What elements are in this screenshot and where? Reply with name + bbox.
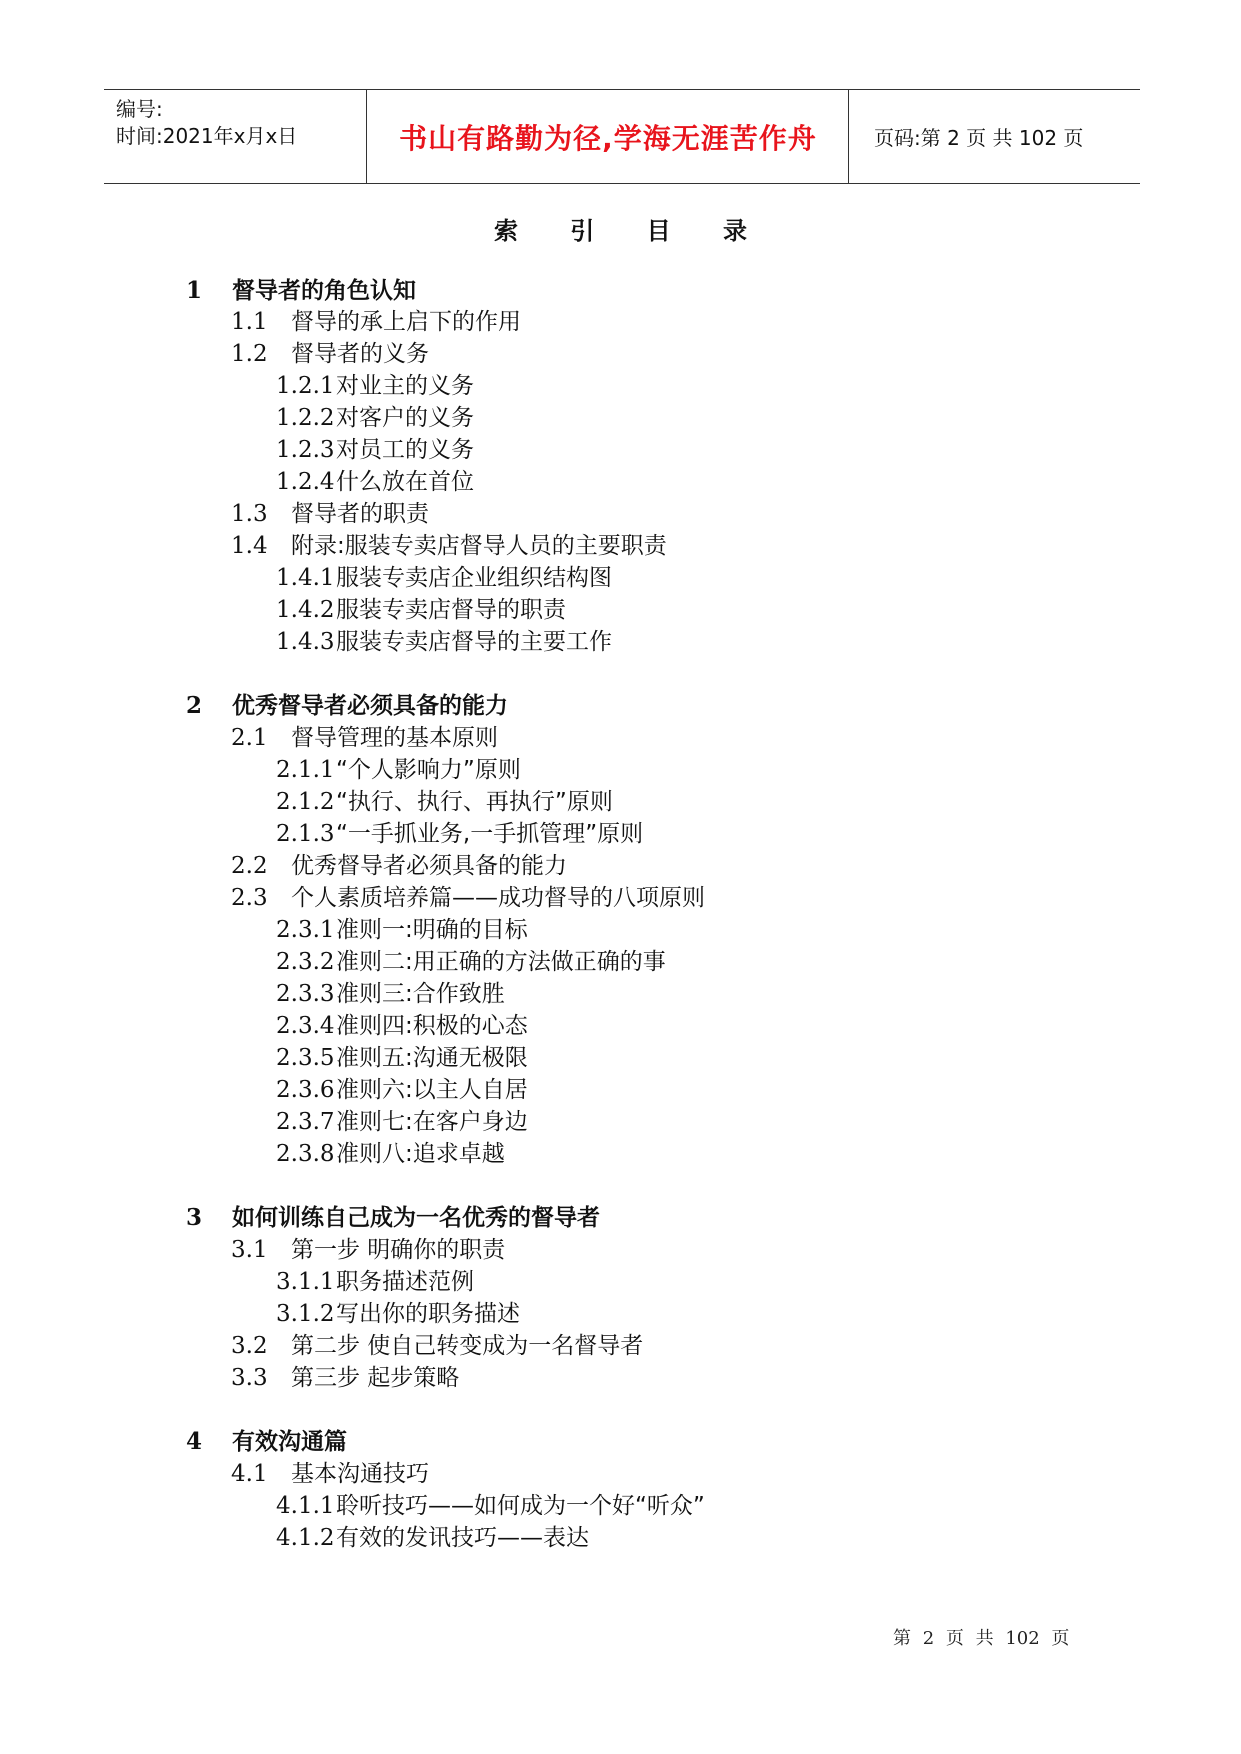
toc-entry-level-2[interactable] [231,724,498,752]
toc-entry-text: 什么放在首位 [336,469,474,495]
toc-entry-text: 督导的承上启下的作用 [291,309,521,335]
toc-entry-text: 准则六:以主人自居 [336,1077,528,1103]
toc-entry-number: 2.3.5 [276,1045,335,1071]
toc-entry-number: 1.4.2 [276,597,335,623]
toc-entry-text: 督导者的职责 [291,501,429,527]
toc-entry-number: 1.2.2 [276,405,335,431]
toc-entry-level-3[interactable] [276,1108,528,1136]
toc-entry-number: 1.4.1 [276,565,335,591]
toc-entry-number: 1.2.1 [276,373,335,399]
toc-entry-number: 3.3 [231,1365,268,1391]
toc-entry-number: 4.1.1 [276,1493,335,1519]
toc-entry-text: “执行、执行、再执行”原则 [336,789,613,815]
toc-entry-level-1[interactable] [186,277,416,305]
toc-entry-text: “一手抓业务,一手抓管理”原则 [336,821,644,847]
toc-entry-text: 准则四:积极的心态 [336,1013,528,1039]
toc-entry-text: 写出你的职务描述 [336,1301,520,1327]
toc-entry-level-3[interactable] [276,436,474,464]
toc-entry-number: 2.1.3 [276,821,335,847]
toc-entry-level-2[interactable] [231,1236,505,1264]
toc-entry-text: 优秀督导者必须具备的能力 [291,853,567,879]
toc-entry-level-2[interactable] [231,1364,459,1392]
toc-entry-level-3[interactable] [276,372,474,400]
toc-entry-number: 1.2.4 [276,469,335,495]
toc-entry-number: 1.2.3 [276,437,335,463]
toc-entry-level-1[interactable] [186,692,508,720]
toc-entry-level-2[interactable] [231,308,521,336]
toc-entry-level-3[interactable] [276,820,643,848]
toc-entry-level-3[interactable] [276,1140,505,1168]
toc-title: 索 引 目 录 [493,217,770,245]
toc-entry-number: 1 [186,277,203,304]
toc-entry-number: 3 [186,1204,203,1231]
toc-entry-text: 有效的发讯技巧——表达 [336,1525,589,1551]
toc-entry-text: 服装专卖店企业组织结构图 [336,565,612,591]
toc-entry-level-3[interactable] [276,404,474,432]
toc-entry-number: 3.1.1 [276,1269,335,1295]
toc-entry-number: 2.3 [231,885,268,911]
toc-entry-level-2[interactable] [231,340,429,368]
toc-entry-level-3[interactable] [276,1524,589,1552]
toc-entry-number: 3.2 [231,1333,268,1359]
toc-entry-number: 2.3.8 [276,1141,335,1167]
toc-entry-level-2[interactable] [231,852,567,880]
header-motto-cell [368,90,849,183]
document-time-label: 时间:2021年x月x日 [116,124,298,148]
header-page-cell [850,90,1140,183]
toc-entry-text: 准则五:沟通无极限 [336,1045,528,1071]
toc-entry-number: 2.3.2 [276,949,335,975]
toc-entry-text: 第一步 明确你的职责 [291,1237,506,1263]
toc-entry-number: 3.1 [231,1237,268,1263]
toc-entry-number: 2.1.1 [276,757,335,783]
toc-entry-text: 督导者的角色认知 [232,278,416,304]
toc-entry-number: 1.2 [231,341,268,367]
toc-entry-text: 如何训练自己成为一名优秀的督导者 [232,1205,600,1231]
toc-entry-text: 准则七:在客户身边 [336,1109,528,1135]
toc-entry-level-3[interactable] [276,788,613,816]
toc-entry-level-3[interactable] [276,468,474,496]
toc-entry-text: 准则八:追求卓越 [336,1141,505,1167]
toc-entry-text: 准则三:合作致胜 [336,981,505,1007]
toc-entry-number: 1.1 [231,309,268,335]
toc-entry-level-2[interactable] [231,500,429,528]
header-left-cell [104,90,367,183]
toc-entry-number: 4 [186,1428,203,1455]
toc-entry-level-3[interactable] [276,1268,474,1296]
toc-entry-text: 服装专卖店督导的主要工作 [336,629,612,655]
toc-entry-number: 2.3.1 [276,917,335,943]
toc-entry-text: 对业主的义务 [336,373,474,399]
toc-entry-text: 准则一:明确的目标 [336,917,528,943]
toc-entry-text: “个人影响力”原则 [336,757,521,783]
toc-entry-level-3[interactable] [276,1076,528,1104]
header-motto: 书山有路勤为径,学海无涯苦作舟 [399,121,817,155]
toc-entry-number: 2.3.4 [276,1013,335,1039]
toc-entry-level-3[interactable] [276,596,566,624]
toc-entry-text: 第三步 起步策略 [291,1365,460,1391]
toc-entry-text: 附录:服装专卖店督导人员的主要职责 [291,533,667,559]
toc-entry-level-2[interactable] [231,884,705,912]
toc-entry-text: 基本沟通技巧 [291,1461,429,1487]
toc-entry-level-3[interactable] [276,1300,520,1328]
page-header [104,89,1140,184]
toc-entry-level-3[interactable] [276,1044,528,1072]
toc-entry-level-3[interactable] [276,756,521,784]
toc-entry-number: 3.1.2 [276,1301,335,1327]
toc-entry-level-3[interactable] [276,980,505,1008]
toc-entry-number: 1.4 [231,533,268,559]
toc-entry-number: 2.1.2 [276,789,335,815]
toc-entry-text: 服装专卖店督导的职责 [336,597,566,623]
toc-entry-number: 2.1 [231,725,268,751]
toc-entry-number: 2 [186,692,203,719]
toc-entry-text: 第二步 使自己转变成为一名督导者 [291,1333,644,1359]
toc-entry-number: 2.3.7 [276,1109,335,1135]
toc-entry-level-3[interactable] [276,564,612,592]
toc-entry-number: 1.4.3 [276,629,335,655]
toc-entry-level-3[interactable] [276,948,666,976]
toc-entry-level-3[interactable] [276,916,528,944]
toc-entry-level-2[interactable] [231,1460,429,1488]
toc-entry-level-3[interactable] [276,628,612,656]
toc-entry-text: 对客户的义务 [336,405,474,431]
toc-entry-text: 督导管理的基本原则 [291,725,498,751]
toc-entry-text: 个人素质培养篇——成功督导的八项原则 [291,885,705,911]
document-number-label: 编号: [116,97,163,121]
toc-entry-text: 准则二:用正确的方法做正确的事 [336,949,666,975]
page-footer: 第 2 页 共 102 页 [893,1628,1070,1649]
toc-entry-level-3[interactable] [276,1012,528,1040]
toc-entry-text: 督导者的义务 [291,341,429,367]
toc-entry-level-2[interactable] [231,532,667,560]
toc-entry-text: 聆听技巧——如何成为一个好“听众” [336,1493,705,1519]
toc-entry-number: 2.3.3 [276,981,335,1007]
toc-entry-number: 4.1.2 [276,1525,335,1551]
toc-entry-level-3[interactable] [276,1492,705,1520]
toc-entry-level-1[interactable] [186,1204,600,1232]
toc-entry-number: 2.3.6 [276,1077,335,1103]
toc-entry-level-1[interactable] [186,1428,347,1456]
header-page-number: 页码:第 2 页 共 102 页 [874,126,1084,150]
toc-entry-number: 1.3 [231,501,268,527]
toc-entry-text: 对员工的义务 [336,437,474,463]
toc-entry-level-2[interactable] [231,1332,643,1360]
toc-entry-number: 2.2 [231,853,268,879]
toc-entry-number: 4.1 [231,1461,268,1487]
toc-entry-text: 有效沟通篇 [232,1429,347,1455]
toc-entry-text: 职务描述范例 [336,1269,474,1295]
toc-entry-text: 优秀督导者必须具备的能力 [232,693,508,719]
